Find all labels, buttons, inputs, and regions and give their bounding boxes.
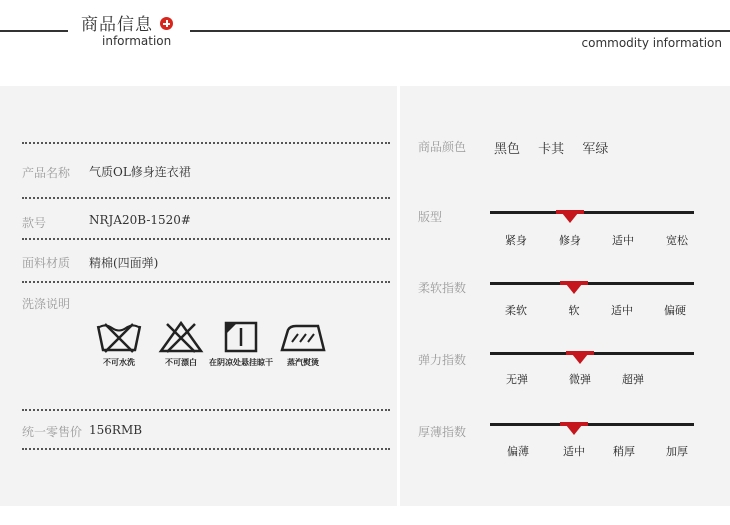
color-options <box>494 138 622 157</box>
thickness-label: 厚薄指数 <box>418 425 467 439</box>
wash-label: 洗涤说明 <box>22 297 71 311</box>
divider <box>22 448 390 450</box>
care-item <box>84 320 154 368</box>
care-caption: 蒸汽熨烫 <box>287 358 319 367</box>
thickness-scale-bar <box>490 423 694 426</box>
softness-scale-bar <box>490 282 694 285</box>
elasticity-marker <box>572 354 588 364</box>
no-bleach-icon <box>157 320 205 354</box>
thickness-marker <box>566 425 582 435</box>
product-name-label: 产品名称 <box>22 166 71 180</box>
softness-tick: 软 <box>568 304 580 317</box>
section-subtitle: information <box>102 34 172 48</box>
material-label: 面料材质 <box>22 256 71 270</box>
thickness-tick: 适中 <box>563 445 585 458</box>
care-caption: 不可水洗 <box>103 358 135 367</box>
fit-marker <box>562 213 578 223</box>
color-army-green: 军绿 <box>582 142 609 157</box>
softness-label: 柔软指数 <box>418 281 467 295</box>
color-label: 商品颜色 <box>418 140 467 154</box>
divider <box>22 409 390 411</box>
care-caption: 不可漂白 <box>165 358 197 367</box>
model-value: NRJA20B-1520# <box>89 213 191 227</box>
divider <box>22 142 390 144</box>
divider <box>22 197 390 199</box>
price-value: 156RMB <box>89 423 143 437</box>
fit-tick: 适中 <box>612 234 634 247</box>
dry-flat-shade-icon <box>217 320 265 354</box>
care-item <box>206 320 276 368</box>
care-item <box>268 320 338 368</box>
steam-iron-icon <box>278 320 328 354</box>
thickness-tick: 稍厚 <box>613 445 635 458</box>
softness-tick: 偏硬 <box>664 304 686 317</box>
thickness-tick: 偏薄 <box>507 445 529 458</box>
softness-tick: 柔软 <box>505 304 527 317</box>
softness-marker <box>566 284 582 294</box>
divider <box>22 281 390 283</box>
commodity-info-label: commodity information <box>581 36 722 50</box>
material-value: 精棉(四面弹) <box>89 256 159 270</box>
elasticity-tick: 无弹 <box>506 373 528 386</box>
fit-label: 版型 <box>418 210 443 224</box>
color-khaki: 卡其 <box>538 142 565 157</box>
elasticity-tick: 微弹 <box>569 373 591 386</box>
header-rule-right <box>190 30 730 32</box>
product-name-value: 气质OL修身连衣裙 <box>89 165 191 179</box>
fit-tick: 修身 <box>559 234 581 247</box>
section-title: 商品信息 <box>81 15 153 35</box>
color-black: 黑色 <box>494 142 521 157</box>
plus-circle-icon <box>160 17 173 30</box>
fit-scale-bar <box>490 211 694 214</box>
care-caption: 在阴凉处悬挂晾干 <box>209 358 273 367</box>
thickness-tick: 加厚 <box>666 445 688 458</box>
elasticity-tick: 超弹 <box>622 373 644 386</box>
divider <box>22 238 390 240</box>
header-rule-left <box>0 30 68 32</box>
no-washing-icon <box>95 320 143 354</box>
softness-tick: 适中 <box>611 304 633 317</box>
fit-tick: 紧身 <box>505 234 527 247</box>
price-label: 统一零售价 <box>22 425 83 439</box>
elasticity-label: 弹力指数 <box>418 353 467 367</box>
model-label: 款号 <box>22 216 47 230</box>
fit-tick: 宽松 <box>666 234 688 247</box>
